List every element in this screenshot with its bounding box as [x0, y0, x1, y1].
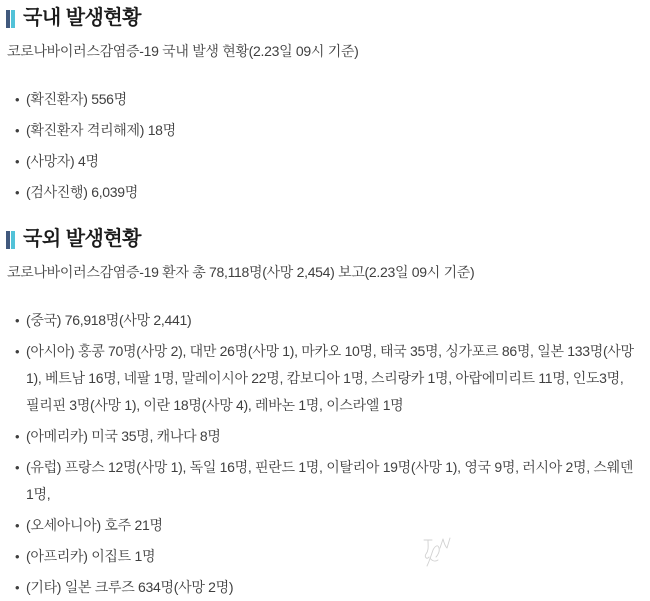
bullet-icon: • [15, 549, 20, 564]
bullet-icon: • [15, 460, 20, 475]
bullet-icon: • [15, 92, 20, 107]
list-item [6, 454, 642, 508]
bullet-icon: • [15, 313, 20, 328]
section-subtitle-overseas: 코로나바이러스감염증-19 환자 총 78,118명(사망 2,454) 보고(2.23일 09시 기준) [7, 264, 475, 280]
list-item-text: (아시아) 홍콩 70명(사망 2), 대만 26명(사망 1), 마카오 10명, 태국 35명, 싱가포르 86명, 일본 133명(사망 1), 베트남 16명, 네팔 1명, 말레이시아 22명, 캄보디아 1명, 스리랑카 1명, 아랍에미리트 11명, 인도3명, 필리핀 3명(사망 1), 이란 18명(사망 4), 레바논 1명, 이스라엘 1명 [26, 343, 634, 413]
list-item [6, 512, 642, 539]
list-item [6, 148, 642, 175]
list-item-text: (확진환자 격리해제) 18명 [26, 122, 176, 138]
list-item [6, 117, 642, 144]
domestic-heading [6, 8, 642, 29]
marker-bar-light [11, 231, 15, 249]
section-overseas [6, 229, 642, 601]
list-item-text: (확진환자) 556명 [26, 91, 127, 107]
section-subtitle-domestic: 코로나바이러스감염증-19 국내 발생 현황(2.23일 09시 기준) [7, 43, 359, 59]
section-domestic [6, 8, 642, 206]
overseas-status-list [6, 307, 642, 601]
list-item-text: (유럽) 프랑스 12명(사망 1), 독일 16명, 핀란드 1명, 이탈리아 19명(사망 1), 영국 9명, 러시아 2명, 스웨덴 1명, [26, 459, 634, 502]
list-item-text: (사망자) 4명 [26, 153, 99, 169]
bullet-icon: • [15, 429, 20, 444]
domestic-status-list [6, 86, 642, 206]
list-item-text: (아프리카) 이집트 1명 [26, 548, 156, 564]
bullet-icon: • [15, 518, 20, 533]
list-item [6, 543, 642, 570]
list-item [6, 86, 642, 113]
list-item [6, 574, 642, 601]
list-item [6, 179, 642, 206]
bullet-icon: • [15, 344, 20, 359]
section-marker-icon [6, 10, 15, 28]
marker-bar-dark [6, 231, 10, 249]
section-title-domestic: 국내 발생현황 [23, 7, 141, 29]
list-item-text: (기타) 일본 크루즈 634명(사망 2명) [26, 579, 234, 595]
marker-bar-light [11, 10, 15, 28]
list-item-text: (아메리카) 미국 35명, 캐나다 8명 [26, 428, 221, 444]
section-title-overseas: 국외 발생현황 [23, 228, 141, 250]
bullet-icon: • [15, 154, 20, 169]
bullet-icon: • [15, 123, 20, 138]
list-item-text: (중국) 76,918명(사망 2,441) [26, 312, 192, 328]
list-item [6, 423, 642, 450]
bullet-icon: • [15, 185, 20, 200]
list-item-text: (검사진행) 6,039명 [26, 184, 138, 200]
marker-bar-dark [6, 10, 10, 28]
bullet-icon: • [15, 580, 20, 595]
list-item [6, 307, 642, 334]
list-item [6, 338, 642, 419]
list-item-text: (오세아니아) 호주 21명 [26, 517, 163, 533]
section-marker-icon [6, 231, 15, 249]
overseas-heading [6, 229, 642, 250]
